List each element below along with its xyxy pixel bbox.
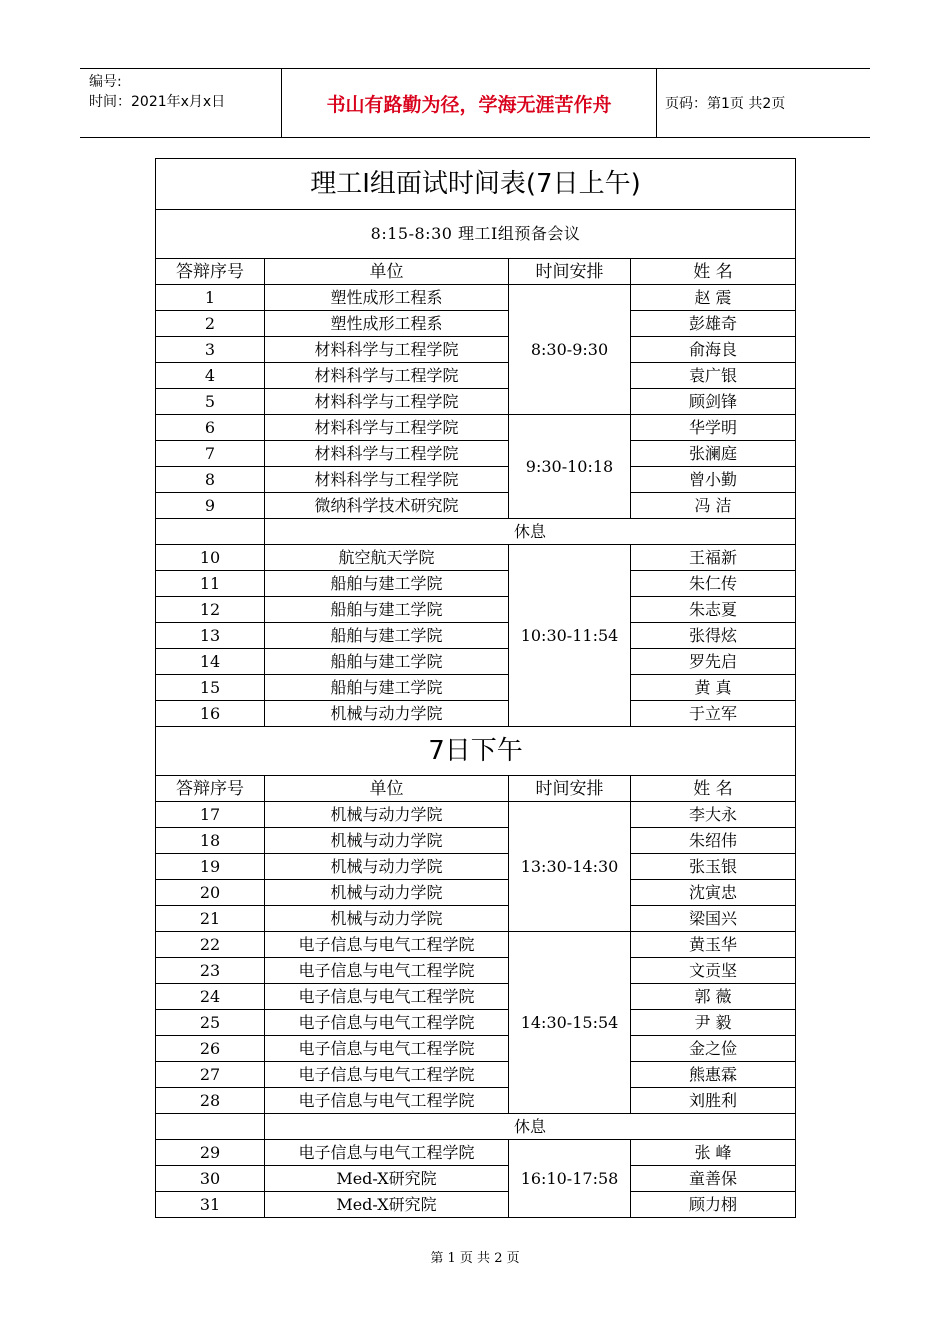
unit-cell: 机械与动力学院 [265,854,509,880]
column-header-number: 答辩序号 [156,776,265,802]
unit-cell: 机械与动力学院 [265,828,509,854]
unit-cell: Med-X研究院 [265,1192,509,1218]
defense-number: 2 [156,311,265,337]
unit-cell: 船舶与建工学院 [265,597,509,623]
table-row [156,1036,796,1062]
unit-cell: 船舶与建工学院 [265,623,509,649]
table-row [156,623,796,649]
unit-cell: 电子信息与电气工程学院 [265,1010,509,1036]
table-row [156,571,796,597]
defense-number: 6 [156,415,265,441]
name-cell: 冯 洁 [631,493,796,519]
defense-number: 27 [156,1062,265,1088]
unit-cell: 材料科学与工程学院 [265,441,509,467]
name-cell: 于立军 [631,701,796,727]
defense-number: 5 [156,389,265,415]
unit-cell: 船舶与建工学院 [265,649,509,675]
name-cell: 华学明 [631,415,796,441]
time-slot: 16:10-17:58 [509,1140,631,1218]
defense-number: 11 [156,571,265,597]
table-row [156,311,796,337]
table-row [156,337,796,363]
name-cell: 朱绍伟 [631,828,796,854]
unit-cell: 电子信息与电气工程学院 [265,1062,509,1088]
unit-cell: 电子信息与电气工程学院 [265,984,509,1010]
break-empty-cell [156,1114,265,1140]
name-cell: 朱仁传 [631,571,796,597]
name-cell: 刘胜利 [631,1088,796,1114]
name-cell: 黄玉华 [631,932,796,958]
interview-schedule-table [155,158,796,1218]
name-cell: 梁国兴 [631,906,796,932]
time-slot: 13:30-14:30 [509,802,631,932]
table-row [156,467,796,493]
column-header-unit: 单位 [265,776,509,802]
column-header-unit: 单位 [265,259,509,285]
defense-number: 9 [156,493,265,519]
table-row [156,1192,796,1218]
header-motto: 书山有路勤为径，学海无涯苦作舟 [281,69,657,137]
defense-number: 21 [156,906,265,932]
time-slot: 8:30-9:30 [509,285,631,415]
unit-cell: 船舶与建工学院 [265,571,509,597]
name-cell: 王福新 [631,545,796,571]
defense-number: 16 [156,701,265,727]
prep-meeting-row: 8:15-8:30 理工Ⅰ组预备会议 [156,210,796,259]
time-slot: 10:30-11:54 [509,545,631,727]
break-label: 休息 [265,1114,796,1140]
column-header-number: 答辩序号 [156,259,265,285]
unit-cell: 塑性成形工程系 [265,311,509,337]
defense-number: 28 [156,1088,265,1114]
time-slot: 9:30-10:18 [509,415,631,519]
defense-number: 22 [156,932,265,958]
defense-number: 7 [156,441,265,467]
table-row [156,958,796,984]
schedule-body [156,159,796,1218]
name-cell: 熊惠霖 [631,1062,796,1088]
table-row [156,1010,796,1036]
unit-cell: 机械与动力学院 [265,906,509,932]
name-cell: 张得炫 [631,623,796,649]
name-cell: 袁广银 [631,363,796,389]
unit-cell: 材料科学与工程学院 [265,415,509,441]
unit-cell: 塑性成形工程系 [265,285,509,311]
unit-cell: 材料科学与工程学院 [265,363,509,389]
name-cell: 郭 薇 [631,984,796,1010]
name-cell: 俞海良 [631,337,796,363]
unit-cell: Med-X研究院 [265,1166,509,1192]
break-row [156,1114,796,1140]
break-row [156,519,796,545]
table-row [156,1062,796,1088]
unit-cell: 航空航天学院 [265,545,509,571]
name-cell: 曾小勤 [631,467,796,493]
table-row [156,701,796,727]
defense-number: 23 [156,958,265,984]
defense-number: 13 [156,623,265,649]
table-row [156,1088,796,1114]
break-empty-cell [156,519,265,545]
table-row [156,649,796,675]
unit-cell: 机械与动力学院 [265,802,509,828]
name-cell: 顾剑锋 [631,389,796,415]
defense-number: 12 [156,597,265,623]
name-cell: 童善保 [631,1166,796,1192]
table-row [156,597,796,623]
afternoon-title: 7日下午 [156,727,796,776]
defense-number: 3 [156,337,265,363]
table-row [156,932,796,958]
name-cell: 张玉银 [631,854,796,880]
unit-cell: 机械与动力学院 [265,701,509,727]
schedule-title: 理工Ⅰ组面试时间表(7日上午) [156,159,796,210]
defense-number: 4 [156,363,265,389]
name-cell: 沈寅忠 [631,880,796,906]
name-cell: 罗先启 [631,649,796,675]
table-row [156,880,796,906]
table-row [156,1166,796,1192]
name-cell: 文贡坚 [631,958,796,984]
name-cell: 赵 震 [631,285,796,311]
document-header [80,68,870,138]
name-cell: 尹 毅 [631,1010,796,1036]
header-meta [80,69,280,137]
name-cell: 彭雄奇 [631,311,796,337]
unit-cell: 船舶与建工学院 [265,675,509,701]
table-row [156,1140,796,1166]
table-row [156,545,796,571]
defense-number: 15 [156,675,265,701]
unit-cell: 材料科学与工程学院 [265,337,509,363]
table-row [156,906,796,932]
name-cell: 金之俭 [631,1036,796,1062]
column-header-time: 时间安排 [509,259,631,285]
defense-number: 31 [156,1192,265,1218]
column-header-name: 姓 名 [631,776,796,802]
defense-number: 19 [156,854,265,880]
defense-number: 29 [156,1140,265,1166]
unit-cell: 电子信息与电气工程学院 [265,1088,509,1114]
defense-number: 1 [156,285,265,311]
name-cell: 张 峰 [631,1140,796,1166]
column-header-name: 姓 名 [631,259,796,285]
break-label: 休息 [265,519,796,545]
unit-cell: 电子信息与电气工程学院 [265,958,509,984]
defense-number: 18 [156,828,265,854]
defense-number: 30 [156,1166,265,1192]
page-footer: 第 1 页 共 2 页 [430,1251,520,1266]
defense-number: 25 [156,1010,265,1036]
table-row [156,285,796,311]
unit-cell: 微纳科学技术研究院 [265,493,509,519]
unit-cell: 电子信息与电气工程学院 [265,932,509,958]
table-row [156,984,796,1010]
unit-cell: 电子信息与电气工程学院 [265,1036,509,1062]
date-label: 时间：2021年x月x日 [89,94,226,110]
defense-number: 14 [156,649,265,675]
table-row [156,802,796,828]
table-row [156,828,796,854]
afternoon-section-row [156,727,796,776]
column-header-row [156,259,796,285]
table-row [156,363,796,389]
unit-cell: 机械与动力学院 [265,880,509,906]
header-page-label: 页码：第1页 共2页 [665,96,786,112]
defense-number: 24 [156,984,265,1010]
defense-number: 8 [156,467,265,493]
name-cell: 李大永 [631,802,796,828]
name-cell: 顾力栩 [631,1192,796,1218]
number-label: 编号: [89,74,122,90]
unit-cell: 材料科学与工程学院 [265,389,509,415]
defense-number: 26 [156,1036,265,1062]
unit-cell: 材料科学与工程学院 [265,467,509,493]
name-cell: 黄 真 [631,675,796,701]
table-row [156,854,796,880]
table-row [156,493,796,519]
defense-number: 17 [156,802,265,828]
defense-number: 20 [156,880,265,906]
name-cell: 张澜庭 [631,441,796,467]
table-row [156,389,796,415]
time-slot: 14:30-15:54 [509,932,631,1114]
table-row [156,441,796,467]
name-cell: 朱志夏 [631,597,796,623]
column-header-row [156,776,796,802]
table-row [156,675,796,701]
table-row [156,415,796,441]
defense-number: 10 [156,545,265,571]
unit-cell: 电子信息与电气工程学院 [265,1140,509,1166]
column-header-time: 时间安排 [509,776,631,802]
